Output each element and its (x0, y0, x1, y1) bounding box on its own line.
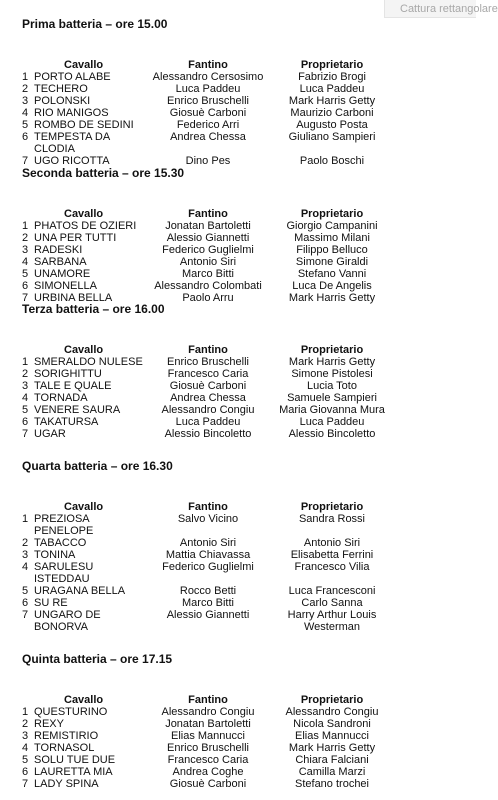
cell-line: Mark Harris Getty (288, 95, 376, 107)
heat-title: Quarta batteria – ore 16.30 (22, 459, 173, 473)
cell-line: Carlo Sanna (301, 597, 363, 609)
entry-number: 5 (22, 754, 29, 766)
horse-name (34, 766, 150, 778)
column-header-jockey: Fantino (188, 344, 228, 356)
cell-line: TECHERO (34, 83, 88, 95)
jockey-name (146, 404, 270, 416)
owner-name (272, 368, 392, 380)
horse-name (34, 131, 150, 155)
cell-line: Chiara Falciani (295, 754, 369, 766)
column-header-owner: Proprietario (300, 59, 364, 71)
jockey-name (146, 754, 270, 766)
owner-name (272, 232, 392, 244)
cell-line: UNGARO DE (34, 609, 101, 621)
owner-name (272, 706, 392, 718)
jockey-name (146, 416, 270, 428)
cell-line: Dino Pes (185, 155, 231, 167)
horse-name (34, 742, 150, 754)
entry-number: 4 (22, 742, 29, 754)
horse-name (34, 232, 150, 244)
cell-line: Stefano trochei (295, 778, 369, 790)
cell-line: Luca Paddeu (299, 416, 365, 428)
jockey-name (146, 706, 270, 718)
cell-line: Elisabetta Ferrini (290, 549, 374, 561)
jockey-name (146, 609, 270, 621)
entry-number: 2 (22, 537, 29, 549)
owner-name (272, 244, 392, 256)
owner-name (272, 609, 392, 633)
cell-line: Federico Guglielmi (162, 244, 254, 256)
cell-line: Federico Guglielmi (162, 561, 254, 573)
horse-name (34, 513, 150, 537)
cell-line: Westerman (303, 621, 361, 633)
cell-line: LAURETTA MIA (34, 766, 113, 778)
cell-line: Alessio Giannetti (166, 609, 250, 621)
cell-line: Mattia Chiavassa (165, 549, 251, 561)
cell-line: Jonatan Bartoletti (165, 718, 251, 730)
jockey-name (146, 585, 270, 597)
cell-line: Maria Giovanna Mura (279, 404, 385, 416)
entry-number: 2 (22, 232, 29, 244)
entry-number: 7 (22, 609, 29, 621)
cell-line: Antonio Siri (179, 256, 237, 268)
cell-line: Luca De Angelis (292, 280, 372, 292)
cell-line: Jonatan Bartoletti (165, 220, 251, 232)
entry-number: 2 (22, 718, 29, 730)
jockey-name (146, 244, 270, 256)
owner-name (272, 585, 392, 597)
heat-title: Prima batteria – ore 15.00 (22, 17, 168, 31)
cell-line: BONORVA (34, 621, 88, 633)
owner-name (272, 561, 392, 573)
owner-name (272, 718, 392, 730)
cell-line: Luca Paddeu (175, 416, 241, 428)
column-header-horse: Cavallo (64, 501, 104, 513)
owner-name (272, 268, 392, 280)
entry-number: 1 (22, 513, 29, 525)
cell-line: LADY SPINA (34, 778, 99, 790)
cell-line: Andrea Chessa (170, 131, 246, 143)
cell-line: Rocco Betti (179, 585, 237, 597)
cell-line: RIO MANIGOS (34, 107, 109, 119)
horse-name (34, 368, 150, 380)
owner-name (272, 107, 392, 119)
cell-line: Giosuè Carboni (169, 107, 247, 119)
cell-line: RADESKI (34, 244, 83, 256)
entry-number: 6 (22, 597, 29, 609)
owner-name (272, 730, 392, 742)
horse-name (34, 83, 150, 95)
horse-name (34, 537, 150, 549)
cell-line: Luca Paddeu (175, 83, 241, 95)
owner-name (272, 742, 392, 754)
jockey-name (146, 356, 270, 368)
horse-name (34, 718, 150, 730)
jockey-name (146, 778, 270, 790)
cell-line: SOLU TUE DUE (34, 754, 116, 766)
cell-line: Giosuè Carboni (169, 778, 247, 790)
column-header-horse: Cavallo (64, 344, 104, 356)
cell-line: UNA PER TUTTI (34, 232, 117, 244)
cell-line: REXY (34, 718, 64, 730)
cell-line: Alessandro Cersosimo (152, 71, 264, 83)
column-header-owner: Proprietario (300, 344, 364, 356)
entry-number: 4 (22, 107, 29, 119)
entry-number: 2 (22, 83, 29, 95)
jockey-name (146, 268, 270, 280)
cell-line: Alessandro Congiu (161, 404, 255, 416)
owner-name (272, 71, 392, 83)
cell-line: UGO RICOTTA (34, 155, 110, 167)
horse-name (34, 778, 150, 790)
cell-line: Federico Arri (176, 119, 240, 131)
cell-line: Alessandro Congiu (285, 706, 379, 718)
horse-name (34, 107, 150, 119)
entry-number: 5 (22, 268, 29, 280)
owner-name (272, 280, 392, 292)
owner-name (272, 83, 392, 95)
cell-line: Marco Bitti (182, 597, 234, 609)
cell-line: Samuele Sampieri (287, 392, 377, 404)
cell-line: QUESTURINO (34, 706, 108, 718)
cell-line: Mark Harris Getty (288, 742, 376, 754)
column-header-horse: Cavallo (64, 208, 104, 220)
entry-number: 1 (22, 220, 29, 232)
horse-name (34, 119, 150, 131)
entry-number: 3 (22, 244, 29, 256)
cell-line: Stefano Vanni (297, 268, 367, 280)
cell-line: Francesco Vilia (294, 561, 370, 573)
cell-line: Alessandro Colombati (154, 280, 262, 292)
column-header-horse: Cavallo (64, 694, 104, 706)
jockey-name (146, 256, 270, 268)
jockey-name (146, 392, 270, 404)
entry-number: 3 (22, 95, 29, 107)
cell-line: Enrico Bruschelli (167, 356, 249, 368)
horse-name (34, 416, 150, 428)
cell-line: SU RE (34, 597, 68, 609)
cell-line: Mark Harris Getty (288, 356, 376, 368)
cell-line: TORNASOL (34, 742, 95, 754)
cell-line: Giorgio Campanini (286, 220, 378, 232)
cell-line: Francesco Caria (167, 754, 249, 766)
jockey-name (146, 368, 270, 380)
owner-name (272, 95, 392, 107)
cell-line: Andrea Chessa (170, 392, 246, 404)
cell-line: Alessio Bincoletto (288, 428, 376, 440)
column-header-owner: Proprietario (300, 694, 364, 706)
cell-line: URAGANA BELLA (34, 585, 126, 597)
cell-line: Alessio Giannetti (166, 232, 250, 244)
cell-line: Camilla Marzi (298, 766, 366, 778)
owner-name (272, 292, 392, 304)
owner-name (272, 778, 392, 790)
entry-number: 3 (22, 549, 29, 561)
owner-name (272, 416, 392, 428)
horse-name (34, 561, 150, 585)
horse-name (34, 280, 150, 292)
cell-line: CLODIA (34, 143, 75, 155)
owner-name (272, 597, 392, 609)
cell-line: ISTEDDAU (34, 573, 90, 585)
cell-line: Elias Mannucci (171, 730, 245, 742)
cell-line: Lucia Toto (307, 380, 357, 392)
column-header-owner: Proprietario (300, 501, 364, 513)
cell-line: Augusto Posta (296, 119, 368, 131)
column-header-jockey: Fantino (188, 501, 228, 513)
horse-name (34, 95, 150, 107)
horse-name (34, 754, 150, 766)
entry-number: 5 (22, 404, 29, 416)
entry-number: 3 (22, 730, 29, 742)
entry-number: 5 (22, 119, 29, 131)
owner-name (272, 155, 392, 167)
cell-line: Francesco Caria (167, 368, 249, 380)
column-header-horse: Cavallo (64, 59, 104, 71)
cell-line: PENELOPE (34, 525, 94, 537)
cell-line: Antonio Siri (179, 537, 237, 549)
jockey-name (146, 561, 270, 573)
heat-title: Terza batteria – ore 16.00 (22, 302, 165, 316)
jockey-name (146, 131, 270, 143)
cell-line: Marco Bitti (182, 268, 234, 280)
cell-line: UGAR (34, 428, 66, 440)
cell-line: Giosuè Carboni (169, 380, 247, 392)
capture-button-label: Cattura rettangolare (400, 2, 498, 15)
cell-line: Antonio Siri (303, 537, 361, 549)
horse-name (34, 428, 150, 440)
horse-name (34, 609, 150, 633)
cell-line: VENERE SAURA (34, 404, 121, 416)
cell-line: PORTO ALABE (34, 71, 111, 83)
jockey-name (146, 428, 270, 440)
entry-number: 4 (22, 256, 29, 268)
cell-line: TABACCO (34, 537, 87, 549)
cell-line: Alessio Bincoletto (164, 428, 252, 440)
entry-number: 6 (22, 131, 29, 143)
horse-name (34, 256, 150, 268)
cell-line: Mark Harris Getty (288, 292, 376, 304)
cell-line: Simone Pistolesi (291, 368, 373, 380)
cell-line: Luca Paddeu (299, 83, 365, 95)
entry-number: 4 (22, 561, 29, 573)
owner-name (272, 380, 392, 392)
cell-line: Andrea Coghe (172, 766, 244, 778)
horse-name (34, 730, 150, 742)
cell-line: Nicola Sandroni (293, 718, 371, 730)
jockey-name (146, 232, 270, 244)
owner-name (272, 119, 392, 131)
owner-name (272, 131, 392, 143)
jockey-name (146, 71, 270, 83)
cell-line: TEMPESTA DA (34, 131, 111, 143)
heat-title: Quinta batteria – ore 17.15 (22, 652, 173, 666)
cell-line: ROMBO DE SEDINI (34, 119, 134, 131)
cell-line: Maurizio Carboni (290, 107, 374, 119)
cell-line: PHATOS DE OZIERI (34, 220, 137, 232)
horse-name (34, 706, 150, 718)
entry-number: 1 (22, 356, 29, 368)
horse-name (34, 585, 150, 597)
owner-name (272, 404, 392, 416)
owner-name (272, 256, 392, 268)
entry-number: 6 (22, 280, 29, 292)
cell-line: Enrico Bruschelli (167, 95, 249, 107)
horse-name (34, 597, 150, 609)
cell-line: SORIGHITTU (34, 368, 102, 380)
entry-number: 1 (22, 706, 29, 718)
jockey-name (146, 513, 270, 525)
jockey-name (146, 766, 270, 778)
jockey-name (146, 742, 270, 754)
cell-line: Sandra Rossi (298, 513, 366, 525)
column-header-jockey: Fantino (188, 59, 228, 71)
owner-name (272, 220, 392, 232)
horse-name (34, 392, 150, 404)
entry-number: 3 (22, 380, 29, 392)
jockey-name (146, 730, 270, 742)
entry-number: 4 (22, 392, 29, 404)
entry-number: 1 (22, 71, 29, 83)
owner-name (272, 356, 392, 368)
cell-line: SMERALDO NULESE (34, 356, 143, 368)
entry-number: 5 (22, 585, 29, 597)
cell-line: Salvo Vicino (177, 513, 239, 525)
entry-number: 7 (22, 778, 29, 790)
jockey-name (146, 107, 270, 119)
cell-line: Filippo Belluco (296, 244, 368, 256)
cell-line: TONINA (34, 549, 76, 561)
column-header-owner: Proprietario (300, 208, 364, 220)
horse-name (34, 220, 150, 232)
capture-button[interactable] (384, 0, 498, 18)
cell-line: Paolo Arru (182, 292, 234, 304)
cell-line: TALE E QUALE (34, 380, 112, 392)
horse-name (34, 404, 150, 416)
jockey-name (146, 380, 270, 392)
entry-number: 2 (22, 368, 29, 380)
jockey-name (146, 597, 270, 609)
cell-line: Enrico Bruschelli (167, 742, 249, 754)
owner-name (272, 428, 392, 440)
horse-name (34, 549, 150, 561)
cell-line: Elias Mannucci (295, 730, 369, 742)
jockey-name (146, 280, 270, 292)
horse-name (34, 71, 150, 83)
cell-line: TORNADA (34, 392, 88, 404)
cell-line: UNAMORE (34, 268, 91, 280)
jockey-name (146, 537, 270, 549)
jockey-name (146, 95, 270, 107)
cell-line: URBINA BELLA (34, 292, 113, 304)
cell-line: Giuliano Sampieri (288, 131, 376, 143)
cell-line: SARBANA (34, 256, 87, 268)
horse-name (34, 356, 150, 368)
cell-line: SARULESU (34, 561, 94, 573)
horse-name (34, 244, 150, 256)
jockey-name (146, 549, 270, 561)
cell-line: SIMONELLA (34, 280, 97, 292)
owner-name (272, 513, 392, 525)
jockey-name (146, 718, 270, 730)
owner-name (272, 754, 392, 766)
jockey-name (146, 119, 270, 131)
cell-line: TAKATURSA (34, 416, 99, 428)
column-header-jockey: Fantino (188, 694, 228, 706)
jockey-name (146, 220, 270, 232)
heat-title: Seconda batteria – ore 15.30 (22, 166, 185, 180)
cell-line: Massimo Milani (294, 232, 370, 244)
cell-line: Luca Francesconi (288, 585, 376, 597)
cell-line: Fabrizio Brogi (298, 71, 366, 83)
owner-name (272, 392, 392, 404)
cell-line: Harry Arthur Louis (287, 609, 377, 621)
cell-line: REMISTIRIO (34, 730, 99, 742)
entry-number: 7 (22, 428, 29, 440)
owner-name (272, 549, 392, 561)
entry-number: 7 (22, 292, 29, 304)
entry-number: 6 (22, 416, 29, 428)
horse-name (34, 380, 150, 392)
cell-line: POLONSKI (34, 95, 91, 107)
jockey-name (146, 83, 270, 95)
horse-name (34, 268, 150, 280)
cell-line: PREZIOSA (34, 513, 90, 525)
column-header-jockey: Fantino (188, 208, 228, 220)
entry-number: 7 (22, 155, 29, 167)
cell-line: Simone Giraldi (295, 256, 369, 268)
cell-line: Alessandro Congiu (161, 706, 255, 718)
cell-line: Paolo Boschi (299, 155, 365, 167)
owner-name (272, 537, 392, 549)
owner-name (272, 766, 392, 778)
entry-number: 6 (22, 766, 29, 778)
